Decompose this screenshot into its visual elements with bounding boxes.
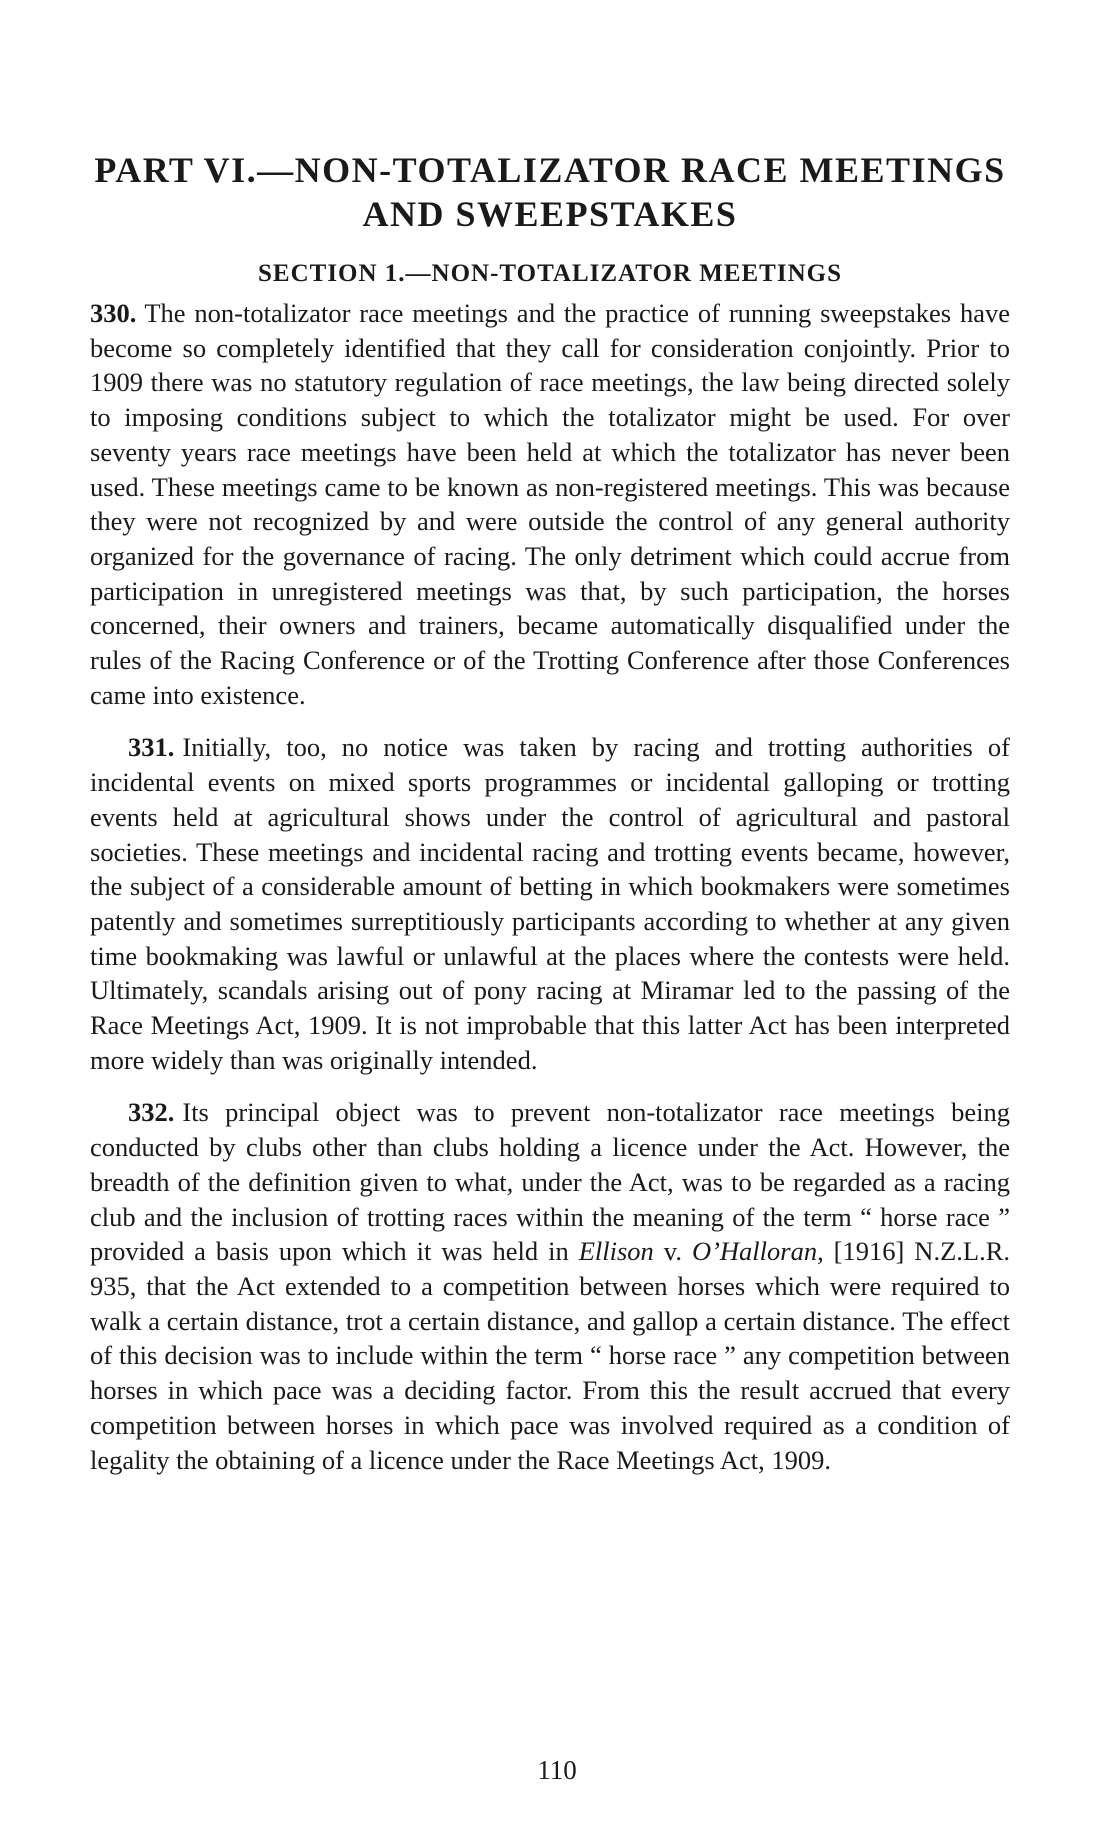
paragraph-number: 332. xyxy=(128,1097,175,1128)
document-page xyxy=(90,148,1010,1495)
paragraph-number: 331. xyxy=(128,732,175,763)
case-name-party2: O’Halloran, xyxy=(691,1236,824,1267)
case-name-party1: Ellison xyxy=(578,1236,654,1267)
part-title xyxy=(90,148,1010,236)
section-title: SECTION 1.—NON-TOTALIZATOR MEETINGS xyxy=(258,260,842,287)
paragraph-331 xyxy=(90,730,1010,1077)
paragraph-number: 330. xyxy=(90,298,137,328)
paragraph-text-after-case: [1916] N.Z.L.R. 935, that the Act extended to a competition between horses which were required to walk a certain distance, trot a certain distance, and gallop a certain distance. The effect of this decision was to include within the term “ horse race ” any competition between horses in which pace was a deciding factor. From this the result accrued that every competition between horses in which pace was involved required as a condition of legality the obtaining of a licence under the Race Meetings Act, 1909. xyxy=(90,1236,1010,1475)
part-title-line1: PART VI.—NON-TOTALIZATOR RACE MEETINGS xyxy=(94,150,1006,190)
paragraph-330 xyxy=(90,296,1010,712)
paragraph-text-before-case: Its principal object was to prevent non-totalizator race meetings being conducted by clubs other than clubs holding a licence under the Act. However, the breadth of the definition given to what, under the Act, was to be regarded as a racing club and the inclusion of trotting races within the meaning of the term “ horse race ” provided a basis upon which it was held in xyxy=(90,1097,1010,1267)
paragraph-text: The non-totalizator race meetings and the practice of running sweepstakes have become so completely identified that they call for consideration conjointly. Prior to 1909 there was no statutory regulation of race meetings, the law being directed solely to imposing conditions subject to which the totalizator might be used. For over seventy years race meetings have been held at which the totalizator has never been used. These meetings came to be known as non-registered meetings. This was because they were not recognized by and were outside the control of any general authority organized for the governance of racing. The only detriment which could accrue from participation in unregistered meetings was that, by such participation, the horses concerned, their owners and trainers, became automatically disqualified under the rules of the Racing Conference or of the Trotting Conference after those Conferences came into existence. xyxy=(90,298,1010,710)
part-title-line2: AND SWEEPSTAKES xyxy=(362,194,738,234)
case-name-versus: v. xyxy=(653,1236,692,1267)
page-number: 110 xyxy=(537,1755,577,1785)
paragraph-text: Initially, too, no notice was taken by racing and trotting authorities of incidental events on mixed sports programmes or incidental galloping or trotting events held at agricultural shows under the control of agricultural and pastoral societies. These meetings and incidental racing and trotting events became, however, the subject of a considerable amount of betting in which bookmakers were sometimes patently and sometimes surreptitiously participants according to whether at any given time bookmaking was lawful or unlawful at the places where the contests were held. Ultimately, scandals arising out of pony racing at Miramar led to the passing of the Race Meetings Act, 1909. It is not improbable that this latter Act has been interpreted more widely than was originally intended. xyxy=(90,732,1010,1075)
paragraph-332 xyxy=(90,1095,1010,1477)
